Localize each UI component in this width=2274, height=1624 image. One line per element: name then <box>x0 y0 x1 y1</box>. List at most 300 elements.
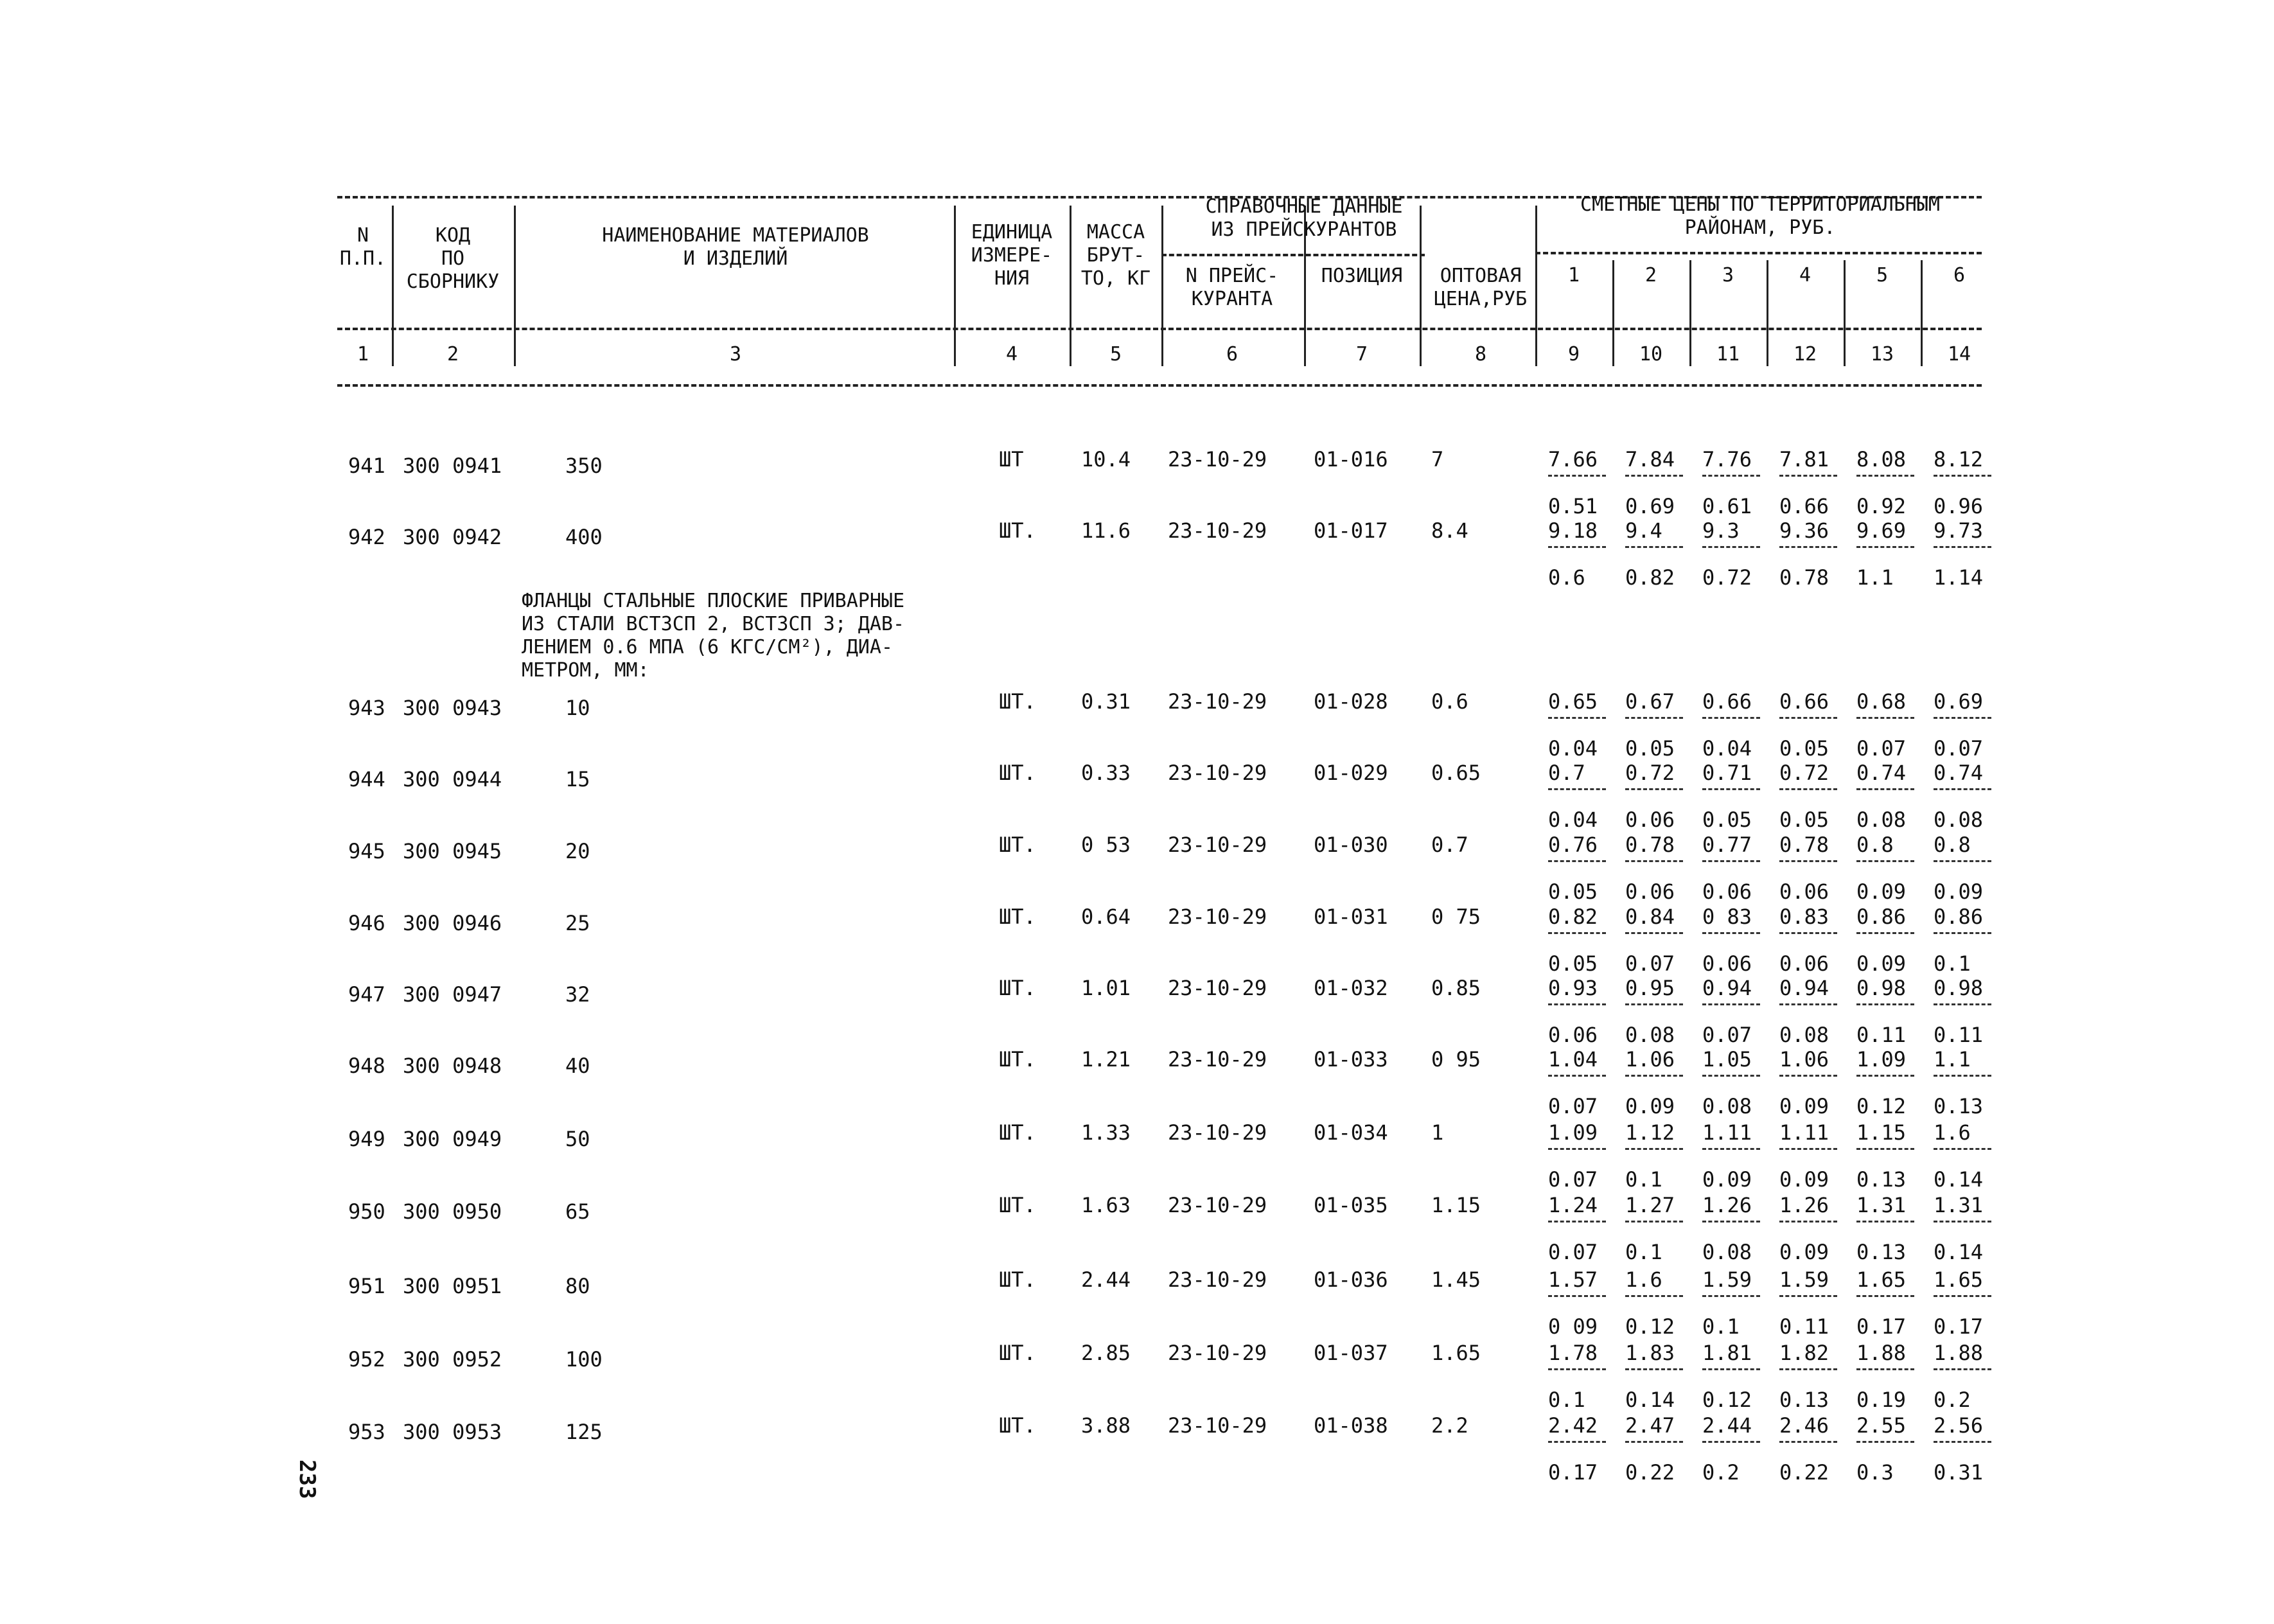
row-code: 300 0951 <box>403 1274 502 1298</box>
fraction-bar <box>1625 1368 1683 1370</box>
row-wholesale: 7 <box>1431 447 1444 472</box>
row-region-price: 0.94 <box>1779 976 1829 1000</box>
row-region-subprice: 0.13 <box>1934 1094 1984 1118</box>
row-region-subprice: 0.51 <box>1548 494 1598 518</box>
row-region-subprice: 0.6 <box>1548 565 1585 590</box>
fraction-bar <box>1934 475 1991 477</box>
row-region-subprice: 0.05 <box>1625 736 1675 761</box>
fraction-bar <box>1856 475 1914 477</box>
row-region-price: 2.46 <box>1779 1413 1829 1438</box>
fraction-bar <box>1702 1368 1760 1370</box>
row-code: 300 0946 <box>403 911 502 935</box>
column-number-14: 14 <box>1947 343 1971 366</box>
row-wholesale: 0 75 <box>1431 905 1481 929</box>
fraction-bar <box>1934 860 1991 862</box>
row-number: 949 <box>348 1127 385 1151</box>
row-region-price: 0.95 <box>1625 976 1675 1000</box>
price-column-divider <box>1767 260 1768 366</box>
row-number: 948 <box>348 1054 385 1078</box>
row-region-price: 1.11 <box>1779 1120 1829 1145</box>
row-region-price: 0.83 <box>1779 905 1829 929</box>
row-region-price: 0.82 <box>1548 905 1598 929</box>
header-price_group-line: СМЕТНЫЕ ЦЕНЫ ПО ТЕРРИТОРИАЛЬНЫМ <box>1580 193 1940 216</box>
row-region-price: 9.4 <box>1625 518 1662 543</box>
row-mass: 0.33 <box>1081 761 1131 785</box>
header-col3-line: И ИЗДЕЛИЙ <box>683 247 788 270</box>
fraction-bar <box>1548 717 1606 719</box>
row-region-subprice: 0.08 <box>1934 808 1984 832</box>
row-region-subprice: 0.07 <box>1548 1167 1598 1192</box>
row-region-subprice: 0.05 <box>1548 879 1598 904</box>
row-region-price: 0.86 <box>1856 905 1907 929</box>
row-region-subprice: 0.04 <box>1548 808 1598 832</box>
row-region-price: 1.06 <box>1625 1047 1675 1072</box>
fraction-bar <box>1779 1003 1837 1005</box>
row-region-subprice: 0.08 <box>1702 1240 1752 1264</box>
row-price-list: 23-10-29 <box>1168 833 1267 857</box>
fraction-bar <box>1625 1295 1683 1297</box>
header-bottom-rule <box>337 384 1982 387</box>
row-region-subprice: 0.61 <box>1702 494 1752 518</box>
row-code: 300 0953 <box>403 1420 502 1444</box>
row-region-price: 0.78 <box>1779 833 1829 857</box>
fraction-bar <box>1548 475 1606 477</box>
row-region-price: 0.67 <box>1625 689 1675 714</box>
column-number-6: 6 <box>1226 343 1238 366</box>
row-mass: 0.64 <box>1081 905 1131 929</box>
row-region-price: 1.65 <box>1934 1267 1984 1292</box>
row-region-subprice: 0.14 <box>1625 1388 1675 1412</box>
fraction-bar <box>1625 717 1683 719</box>
row-wholesale: 0 95 <box>1431 1047 1481 1072</box>
row-region-price: 1.78 <box>1548 1341 1598 1365</box>
row-region-subprice: 0.09 <box>1934 879 1984 904</box>
row-position: 01-016 <box>1314 447 1388 472</box>
row-region-subprice: 0.11 <box>1856 1023 1907 1047</box>
section-title-line: ИЗ СТАЛИ ВСТЗСП 2, ВСТЗСП 3; ДАВ- <box>522 613 905 635</box>
row-region-subprice: 0.09 <box>1856 951 1907 976</box>
row-region-subprice: 0.17 <box>1548 1460 1598 1485</box>
header-column-divider <box>514 206 516 366</box>
row-region-price: 1.82 <box>1779 1341 1829 1365</box>
fraction-bar <box>1856 1295 1914 1297</box>
row-code: 300 0942 <box>403 525 502 549</box>
row-region-subprice: 0.1 <box>1934 951 1971 976</box>
header-col4-line: ЕДИНИЦА <box>971 221 1053 243</box>
fraction-bar <box>1702 475 1760 477</box>
row-code: 300 0941 <box>403 454 502 478</box>
row-region-subprice: 0.82 <box>1625 565 1675 590</box>
row-code: 300 0949 <box>403 1127 502 1151</box>
row-unit: ШТ. <box>999 1047 1036 1072</box>
fraction-bar <box>1934 1148 1991 1150</box>
row-region-subprice: 0.08 <box>1856 808 1907 832</box>
row-region-subprice: 0.11 <box>1779 1314 1829 1339</box>
row-price-list: 23-10-29 <box>1168 1267 1267 1292</box>
row-mass: 0 53 <box>1081 833 1131 857</box>
row-position: 01-035 <box>1314 1193 1388 1217</box>
row-region-subprice: 0.06 <box>1702 879 1752 904</box>
row-region-price: 1.57 <box>1548 1267 1598 1292</box>
header-region-5: 5 <box>1876 264 1889 287</box>
fraction-bar <box>1934 1003 1991 1005</box>
row-unit: ШТ. <box>999 905 1036 929</box>
header-col8-line: ЦЕНА,РУБ <box>1434 288 1528 310</box>
price-subheader-rule <box>1535 252 1982 254</box>
row-region-subprice: 0.22 <box>1779 1460 1829 1485</box>
row-region-subprice: 0.05 <box>1779 736 1829 761</box>
row-number: 947 <box>348 982 385 1007</box>
row-number: 952 <box>348 1347 385 1372</box>
row-region-price: 1.31 <box>1934 1193 1984 1217</box>
fraction-bar <box>1779 860 1837 862</box>
fraction-bar <box>1856 1368 1914 1370</box>
header-col1-line: П.П. <box>339 247 387 270</box>
fraction-bar <box>1702 546 1760 548</box>
fraction-bar <box>1625 1003 1683 1005</box>
row-region-subprice: 0.06 <box>1548 1023 1598 1047</box>
row-region-subprice: 0.06 <box>1702 951 1752 976</box>
row-region-subprice: 0.07 <box>1625 951 1675 976</box>
column-number-3: 3 <box>729 343 742 366</box>
row-mass: 1.21 <box>1081 1047 1131 1072</box>
row-position: 01-036 <box>1314 1267 1388 1292</box>
row-mass: 2.85 <box>1081 1341 1131 1365</box>
row-region-subprice: 0.13 <box>1779 1388 1829 1412</box>
fraction-bar <box>1779 1221 1837 1222</box>
row-region-price: 8.08 <box>1856 447 1907 472</box>
row-region-subprice: 0.3 <box>1856 1460 1894 1485</box>
header-col4-line: ИЗМЕРЕ- <box>971 244 1053 267</box>
row-region-subprice: 0.09 <box>1702 1167 1752 1192</box>
row-name: 350 <box>565 454 603 478</box>
fraction-bar <box>1934 932 1991 934</box>
header-region-6: 6 <box>1953 264 1966 287</box>
fraction-bar <box>1856 717 1914 719</box>
row-region-subprice: 0.12 <box>1856 1094 1907 1118</box>
row-region-subprice: 0.08 <box>1779 1023 1829 1047</box>
row-region-subprice: 0.09 <box>1625 1094 1675 1118</box>
row-region-price: 0.7 <box>1548 761 1585 785</box>
column-number-12: 12 <box>1793 343 1817 366</box>
header-col5-line: МАССА <box>1086 221 1145 243</box>
row-code: 300 0947 <box>403 982 502 1007</box>
row-region-subprice: 0.2 <box>1702 1460 1740 1485</box>
row-region-price: 9.36 <box>1779 518 1829 543</box>
row-region-subprice: 0.1 <box>1625 1167 1662 1192</box>
row-code: 300 0943 <box>403 696 502 720</box>
row-mass: 10.4 <box>1081 447 1131 472</box>
row-position: 01-017 <box>1314 518 1388 543</box>
ref-subheader-rule <box>1161 254 1425 256</box>
row-name: 20 <box>565 839 590 863</box>
row-wholesale: 1.45 <box>1431 1267 1481 1292</box>
row-region-subprice: 0.09 <box>1779 1167 1829 1192</box>
fraction-bar <box>1779 932 1837 934</box>
row-region-price: 0.76 <box>1548 833 1598 857</box>
row-price-list: 23-10-29 <box>1168 689 1267 714</box>
row-region-price: 1.09 <box>1856 1047 1907 1072</box>
row-position: 01-032 <box>1314 976 1388 1000</box>
row-unit: ШТ. <box>999 976 1036 1000</box>
row-region-price: 7.81 <box>1779 447 1829 472</box>
column-number-10: 10 <box>1639 343 1663 366</box>
fraction-bar <box>1779 1441 1837 1443</box>
row-number: 953 <box>348 1420 385 1444</box>
row-position: 01-031 <box>1314 905 1388 929</box>
fraction-bar <box>1934 1441 1991 1443</box>
fraction-bar <box>1702 1003 1760 1005</box>
row-region-subprice: 0.11 <box>1934 1023 1984 1047</box>
row-price-list: 23-10-29 <box>1168 1047 1267 1072</box>
row-region-subprice: 0.12 <box>1702 1388 1752 1412</box>
column-number-2: 2 <box>446 343 459 366</box>
row-wholesale: 2.2 <box>1431 1413 1468 1438</box>
row-region-price: 2.55 <box>1856 1413 1907 1438</box>
row-price-list: 23-10-29 <box>1168 976 1267 1000</box>
row-region-subprice: 0.17 <box>1934 1314 1984 1339</box>
row-region-price: 1.6 <box>1934 1120 1971 1145</box>
row-number: 943 <box>348 696 385 720</box>
header-col7: ПОЗИЦИЯ <box>1321 265 1403 287</box>
row-price-list: 23-10-29 <box>1168 1413 1267 1438</box>
row-name: 100 <box>565 1347 603 1372</box>
fraction-bar <box>1702 932 1760 934</box>
row-region-subprice: 0.07 <box>1702 1023 1752 1047</box>
fraction-bar <box>1934 546 1991 548</box>
row-region-subprice: 0.14 <box>1934 1240 1984 1264</box>
row-number: 945 <box>348 839 385 863</box>
column-number-8: 8 <box>1474 343 1487 366</box>
row-region-price: 8.12 <box>1934 447 1984 472</box>
row-price-list: 23-10-29 <box>1168 447 1267 472</box>
row-code: 300 0945 <box>403 839 502 863</box>
row-region-price: 9.18 <box>1548 518 1598 543</box>
row-price-list: 23-10-29 <box>1168 1341 1267 1365</box>
row-unit: ШТ. <box>999 1267 1036 1292</box>
header-region-2: 2 <box>1644 264 1657 287</box>
row-region-price: 0.98 <box>1856 976 1907 1000</box>
row-region-subprice: 0.04 <box>1702 736 1752 761</box>
fraction-bar <box>1856 1441 1914 1443</box>
section-title-line: ЛЕНИЕМ 0.6 МПА (6 КГС/СМ²), ДИА- <box>522 636 893 658</box>
fraction-bar <box>1934 1075 1991 1077</box>
row-mass: 3.88 <box>1081 1413 1131 1438</box>
row-region-subprice: 0.06 <box>1625 808 1675 832</box>
row-region-price: 1.11 <box>1702 1120 1752 1145</box>
price-column-divider <box>1689 260 1691 366</box>
row-mass: 1.33 <box>1081 1120 1131 1145</box>
row-region-subprice: 0.08 <box>1702 1094 1752 1118</box>
row-name: 400 <box>565 525 603 549</box>
column-number-11: 11 <box>1716 343 1740 366</box>
row-region-subprice: 0.2 <box>1934 1388 1971 1412</box>
row-price-list: 23-10-29 <box>1168 1193 1267 1217</box>
row-unit: ШТ. <box>999 689 1036 714</box>
row-price-list: 23-10-29 <box>1168 518 1267 543</box>
row-region-price: 1.59 <box>1702 1267 1752 1292</box>
row-region-subprice: 0.66 <box>1779 494 1829 518</box>
row-number: 951 <box>348 1274 385 1298</box>
row-position: 01-038 <box>1314 1413 1388 1438</box>
row-name: 15 <box>565 767 590 791</box>
fraction-bar <box>1625 1441 1683 1443</box>
fraction-bar <box>1856 1148 1914 1150</box>
fraction-bar <box>1625 1148 1683 1150</box>
row-region-price: 0.69 <box>1934 689 1984 714</box>
row-position: 01-030 <box>1314 833 1388 857</box>
header-ref_group-line: СПРАВОЧНЫЕ ДАННЫЕ <box>1205 195 1403 218</box>
row-region-price: 0 83 <box>1702 905 1752 929</box>
fraction-bar <box>1625 860 1683 862</box>
row-region-subprice: 0.1 <box>1625 1240 1662 1264</box>
row-region-subprice: 0.06 <box>1779 879 1829 904</box>
row-region-subprice: 0.06 <box>1779 951 1829 976</box>
row-code: 300 0948 <box>403 1054 502 1078</box>
fraction-bar <box>1625 1221 1683 1222</box>
fraction-bar <box>1856 932 1914 934</box>
row-position: 01-033 <box>1314 1047 1388 1072</box>
row-region-price: 0.66 <box>1779 689 1829 714</box>
row-region-subprice: 0.72 <box>1702 565 1752 590</box>
fraction-bar <box>1548 1441 1606 1443</box>
row-region-subprice: 0.14 <box>1934 1167 1984 1192</box>
fraction-bar <box>1625 932 1683 934</box>
header-mid-rule <box>337 328 1982 330</box>
row-region-price: 0.93 <box>1548 976 1598 1000</box>
row-region-subprice: 0.09 <box>1856 879 1907 904</box>
fraction-bar <box>1856 1221 1914 1222</box>
column-number-7: 7 <box>1355 343 1368 366</box>
row-code: 300 0952 <box>403 1347 502 1372</box>
row-number: 944 <box>348 767 385 791</box>
header-col6-line: КУРАНТА <box>1191 288 1273 310</box>
row-name: 65 <box>565 1199 590 1224</box>
row-region-price: 0.8 <box>1856 833 1894 857</box>
column-number-5: 5 <box>1109 343 1122 366</box>
row-region-subprice: 0.96 <box>1934 494 1984 518</box>
row-region-subprice: 0.05 <box>1548 951 1598 976</box>
fraction-bar <box>1702 1148 1760 1150</box>
row-region-price: 1.26 <box>1702 1193 1752 1217</box>
row-region-price: 1.09 <box>1548 1120 1598 1145</box>
row-region-price: 1.88 <box>1934 1341 1984 1365</box>
row-region-price: 0.94 <box>1702 976 1752 1000</box>
fraction-bar <box>1548 1295 1606 1297</box>
row-wholesale: 0.85 <box>1431 976 1481 1000</box>
row-region-subprice: 0.13 <box>1856 1167 1907 1192</box>
row-region-price: 1.83 <box>1625 1341 1675 1365</box>
row-name: 50 <box>565 1127 590 1151</box>
row-position: 01-034 <box>1314 1120 1388 1145</box>
header-col2-line: СБОРНИКУ <box>406 270 500 293</box>
row-region-price: 1.05 <box>1702 1047 1752 1072</box>
fraction-bar <box>1625 1075 1683 1077</box>
fraction-bar <box>1702 1221 1760 1222</box>
section-title-line: ФЛАНЦЫ СТАЛЬНЫЕ ПЛОСКИЕ ПРИВАРНЫЕ <box>522 590 905 612</box>
row-unit: ШТ. <box>999 1120 1036 1145</box>
row-region-price: 2.56 <box>1934 1413 1984 1438</box>
row-region-subprice: 0.12 <box>1625 1314 1675 1339</box>
row-mass: 1.63 <box>1081 1193 1131 1217</box>
row-wholesale: 8.4 <box>1431 518 1468 543</box>
price-column-divider <box>1612 260 1614 366</box>
row-name: 10 <box>565 696 590 720</box>
fraction-bar <box>1934 788 1991 790</box>
header-region-4: 4 <box>1799 264 1811 287</box>
row-wholesale: 0.6 <box>1431 689 1468 714</box>
row-region-price: 7.66 <box>1548 447 1598 472</box>
row-region-subprice: 0.04 <box>1548 736 1598 761</box>
fraction-bar <box>1702 1441 1760 1443</box>
row-region-subprice: 0.92 <box>1856 494 1907 518</box>
fraction-bar <box>1702 717 1760 719</box>
row-mass: 0.31 <box>1081 689 1131 714</box>
row-region-subprice: 0.69 <box>1625 494 1675 518</box>
row-price-list: 23-10-29 <box>1168 1120 1267 1145</box>
row-unit: ШТ. <box>999 761 1036 785</box>
header-col3-line: НАИМЕНОВАНИЕ МАТЕРИАЛОВ <box>602 224 869 247</box>
fraction-bar <box>1702 1075 1760 1077</box>
fraction-bar <box>1548 788 1606 790</box>
fraction-bar <box>1934 717 1991 719</box>
fraction-bar <box>1856 1003 1914 1005</box>
row-mass: 1.01 <box>1081 976 1131 1000</box>
header-ref_group-line: ИЗ ПРЕЙСКУРАНТОВ <box>1211 218 1397 241</box>
row-region-price: 0.72 <box>1779 761 1829 785</box>
row-region-subprice: 1.14 <box>1934 565 1984 590</box>
fraction-bar <box>1702 1295 1760 1297</box>
row-region-subprice: 0.31 <box>1934 1460 1984 1485</box>
row-region-price: 1.27 <box>1625 1193 1675 1217</box>
header-region-3: 3 <box>1722 264 1734 287</box>
row-wholesale: 0.7 <box>1431 833 1468 857</box>
fraction-bar <box>1856 788 1914 790</box>
row-region-subprice: 0.05 <box>1779 808 1829 832</box>
header-col8-line: ОПТОВАЯ <box>1440 265 1522 287</box>
fraction-bar <box>1625 546 1683 548</box>
row-region-price: 1.65 <box>1856 1267 1907 1292</box>
row-region-price: 2.47 <box>1625 1413 1675 1438</box>
row-region-subprice: 0.07 <box>1548 1094 1598 1118</box>
row-region-price: 0.65 <box>1548 689 1598 714</box>
row-region-subprice: 0.1 <box>1702 1314 1740 1339</box>
row-wholesale: 0.65 <box>1431 761 1481 785</box>
row-region-subprice: 0.1 <box>1548 1388 1585 1412</box>
fraction-bar <box>1934 1221 1991 1222</box>
row-region-price: 9.3 <box>1702 518 1740 543</box>
row-region-price: 0.68 <box>1856 689 1907 714</box>
row-unit: ШТ. <box>999 833 1036 857</box>
row-region-price: 1.04 <box>1548 1047 1598 1072</box>
column-number-13: 13 <box>1870 343 1894 366</box>
row-name: 25 <box>565 911 590 935</box>
row-region-price: 0.74 <box>1934 761 1984 785</box>
column-number-1: 1 <box>357 343 369 366</box>
fraction-bar <box>1779 1075 1837 1077</box>
fraction-bar <box>1702 860 1760 862</box>
fraction-bar <box>1625 475 1683 477</box>
fraction-bar <box>1934 1368 1991 1370</box>
row-region-subprice: 1.1 <box>1856 565 1894 590</box>
fraction-bar <box>1548 546 1606 548</box>
fraction-bar <box>1548 932 1606 934</box>
fraction-bar <box>1779 1295 1837 1297</box>
fraction-bar <box>1934 1295 1991 1297</box>
row-wholesale: 1 <box>1431 1120 1444 1145</box>
fraction-bar <box>1779 788 1837 790</box>
row-region-subprice: 0.06 <box>1625 879 1675 904</box>
